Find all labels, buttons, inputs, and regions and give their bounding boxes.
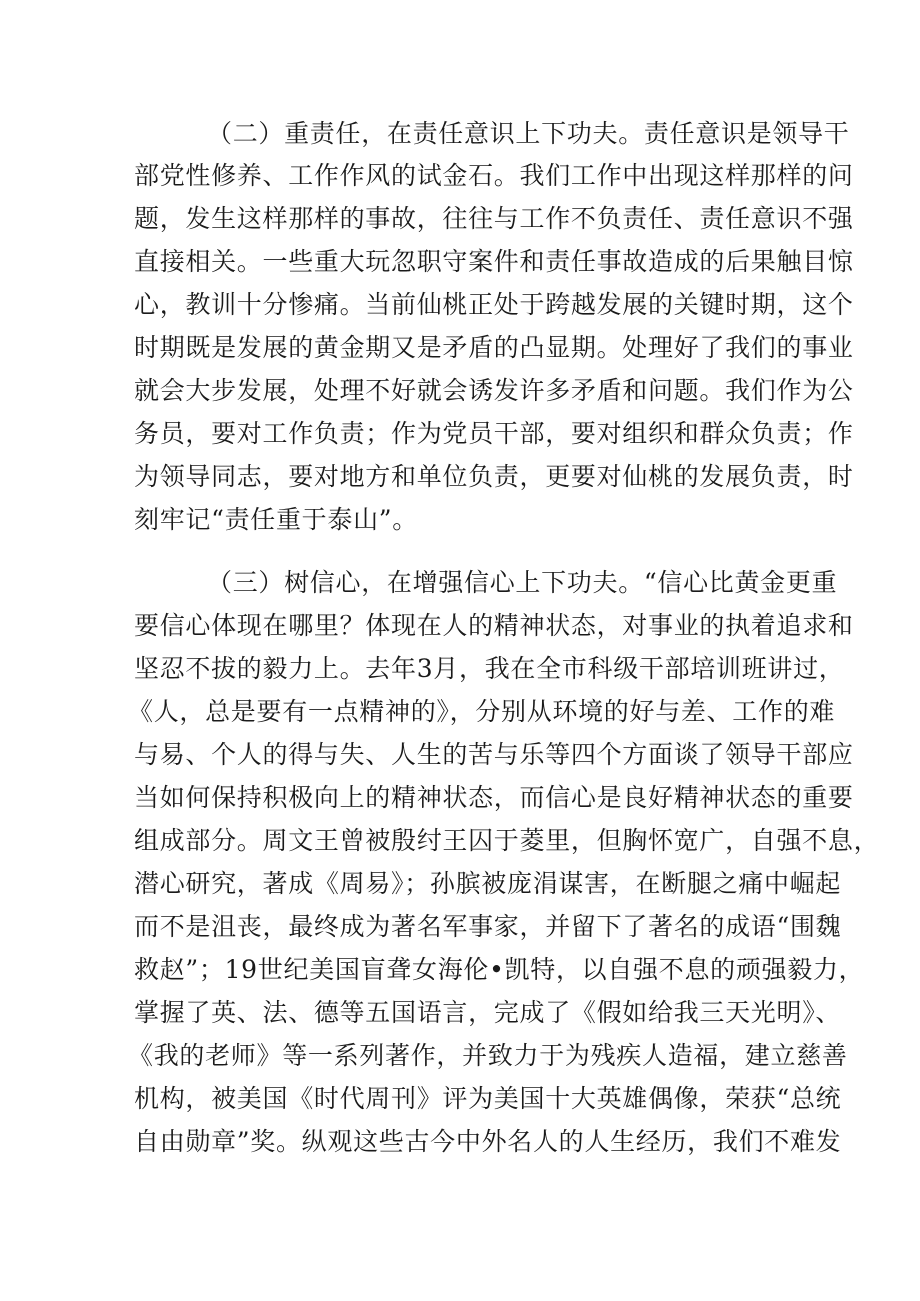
paragraph-1-line-3: 题，发生这样那样的事故，往往与工作不负责任、责任意识不强: [134, 204, 854, 233]
paragraph-1-line-5: 心，教训十分惨痛。当前仙桃正处于跨越发展的关键时期，这个: [134, 290, 854, 319]
paragraph-1-line-10: 刻牢记“责任重于泰山”。: [134, 505, 418, 534]
paragraph-2-line-8: 潜心研究，著成《周易》；孙膑被庞涓谋害，在断腿之痛中崛起: [134, 869, 842, 898]
paragraph-1-line-8: 务员，要对工作负责；作为党员干部，要对组织和群众负责；作: [134, 419, 854, 448]
paragraph-2-line-10: 救赵”；19世纪美国盲聋女海伦•凯特，以自强不息的顽强毅力，: [134, 955, 865, 984]
paragraph-1-line-2: 部党性修养、工作作风的试金石。我们工作中出现这样那样的问: [134, 161, 854, 190]
paragraph-2-line-5: 与易、个人的得与失、人生的苦与乐等四个方面谈了领导干部应: [134, 740, 854, 769]
paragraph-1-line-1: （二）重责任，在责任意识上下功夫。责任意识是领导干: [207, 119, 850, 148]
paragraph-1-line-9: 为领导同志，要对地方和单位负责，更要对仙桃的发展负责，时: [134, 462, 854, 491]
paragraph-2-line-9: 而不是沮丧，最终成为著名军事家，并留下了著名的成语“围魏: [134, 912, 842, 941]
paragraph-2-line-12: 《我的老师》等一系列著作，并致力于为残疾人造福，建立慈善: [128, 1041, 848, 1070]
paragraph-2-line-13: 机构，被美国《时代周刊》评为美国十大英雄偶像，荣获“总统: [134, 1084, 842, 1113]
paragraph-2-line-1: （三）树信心，在增强信心上下功夫。“信心比黄金更重: [207, 568, 838, 597]
paragraph-2-line-14: 自由勋章”奖。纵观这些古今中外名人的人生经历，我们不难发: [134, 1127, 842, 1156]
paragraph-2-line-3: 坚忍不拔的毅力上。去年3月，我在全市科级干部培训班讲过，: [134, 654, 845, 683]
paragraph-2-line-4: 《人，总是要有一点精神的》，分别从环境的好与差、工作的难: [128, 697, 836, 726]
paragraph-1-line-7: 就会大步发展，处理不好就会诱发许多矛盾和问题。我们作为公: [134, 376, 854, 405]
paragraph-1-line-6: 时期既是发展的黄金期又是矛盾的凸显期。处理好了我们的事业: [134, 333, 854, 362]
paragraph-2-line-7: 组成部分。周文王曾被殷纣王囚于菱里，但胸怀宽广，自强不息，: [134, 826, 880, 855]
paragraph-2-line-6: 当如何保持积极向上的精神状态，而信心是良好精神状态的重要: [134, 783, 854, 812]
paragraph-2-line-11: 掌握了英、法、德等五国语言，完成了《假如给我三天光明》、: [134, 998, 842, 1027]
paragraph-2-line-2: 要信心体现在哪里？体现在人的精神状态，对事业的执着追求和: [134, 611, 854, 640]
paragraph-1-line-4: 直接相关。一些重大玩忽职守案件和责任事故造成的后果触目惊: [134, 247, 854, 276]
